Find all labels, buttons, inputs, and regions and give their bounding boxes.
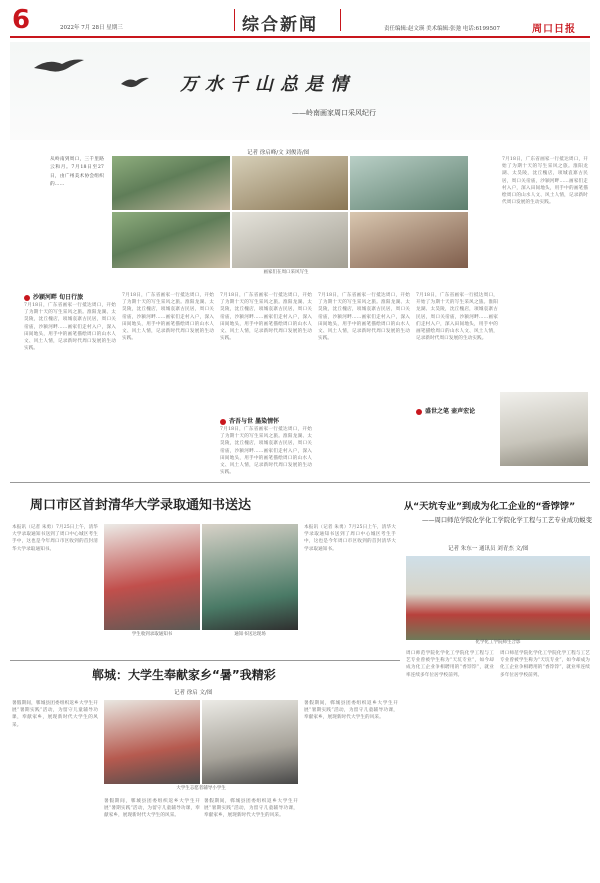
chemistry-title: 从“天坑专业”到成为化工企业的“香饽饽” [404, 501, 576, 512]
feature-byline: 记者 徐启峰/文 刘俊涛/图 [247, 150, 310, 156]
yuncheng-byline: 记者 徐启 文/图 [174, 690, 213, 696]
chemistry-caption: 化学化工学院师生合影 [475, 640, 521, 645]
tsinghua-body: 本报讯（记者 朱勇）7月25日上午，清华大学录取通知书送到了周口中心城区考生手中，这也是今年周口市区收到的首封清华大学录取通知书。 [12, 525, 98, 552]
sub-heading-2 [220, 416, 279, 425]
feature-column-6a: 7月18日，广东省画家一行抵达周口，开始了为期十天的写生采风之旅。淮阳龙湖、太昊陵，沈丘槐店，项城袁寨古民居，周口关帝庙，沙颍河畔……画家们走村入户，深入田间地头，用手中的画笔描绘周口的山水人文、风土人情，记录新时代周口发展的生动实践。 [502, 157, 588, 206]
chemistry-column-2: 周口师范学院化学化工学院化学工程与工艺专业曾被学生称为“天坑专业”，如今却成为化工企业争相聘用的“香饽饽”，就业率连续多年位居学校前列。 [500, 651, 590, 678]
feature-column-3: 7月18日，广东省画家一行抵达周口，开始了为期十天的写生采风之旅。淮阳龙湖、太昊陵，沈丘槐店，项城袁寨古民居，周口关帝庙，沙颍河畔……画家们走村入户，深入田间地头，用手中的画笔描绘周口的山水人文、风土人情，记录新时代周口发展的生动实践。 [220, 293, 312, 342]
feature-column-2: 7月18日，广东省画家一行抵达周口，开始了为期十天的写生采风之旅。淮阳龙湖、太昊陵，沈丘槐店，项城袁寨古民居，周口关帝庙，沙颍河畔……画家们走村入户，深入田间地头，用手中的画笔描绘周口的山水人文、风土人情，记录新时代周口发展的生动实践。 [122, 293, 214, 342]
yuncheng-column-1: 暑假期间，郸城县团委组织返乡大学生开展“暑期实践”活动，为留守儿童辅导功课，奉献家乡，展现新时代大学生的风采。 [12, 701, 98, 728]
sub-heading-3 [416, 406, 475, 415]
tsinghua-photo-caption: 通知书送达现场 [234, 632, 266, 637]
swallow-icon [32, 56, 86, 76]
photo-yuncheng-tutor [202, 700, 298, 784]
photo-painters-pavilion [112, 156, 230, 210]
chemistry-subtitle: ——周口师范学院化学化工学院化学工程与工艺专业成功蜕变 [421, 517, 592, 524]
chemistry-column-1: 周口师范学院化学化工学院化学工程与工艺专业曾被学生称为“天坑专业”，如今却成为化工企业争相聘用的“香饽饽”，就业率连续多年位居学校前列。 [406, 651, 494, 678]
yuncheng-caption: 大学生志愿者辅导小学生 [176, 786, 226, 791]
sub-heading-2-text: 杏吾与世 墨染情怀 [229, 418, 280, 425]
feature-column-3b: 7月18日，广东省画家一行抵达周口，开始了为期十天的写生采风之旅。淮阳龙湖、太昊陵，沈丘槐店，项城袁寨古民居，周口关帝庙，沙颍河畔……画家们走村入户，深入田间地头，用手中的画笔描绘周口的山水人文、风土人情，记录新时代周口发展的生动实践。 [220, 427, 312, 476]
editor-line: 责任编辑:赵文瑛 美术编辑:张弛 电话:6199507 [384, 26, 501, 32]
feature-photo-caption: 画家们在周口采风写生 [263, 270, 309, 275]
section-rule-2 [10, 660, 400, 661]
page-header [0, 0, 600, 44]
photo-chemistry-group [406, 556, 590, 640]
photo-tsinghua-letter [104, 524, 200, 630]
photo-ink-painting [500, 392, 588, 466]
tsinghua-caption: 学生收到录取通知书 [131, 632, 173, 637]
photo-river-view [232, 212, 348, 268]
feature-column-1: 7月18日，广东省画家一行抵达周口，开始了为期十天的写生采风之旅。淮阳龙湖、太昊陵，沈丘槐店，项城袁寨古民居，周口关帝庙，沙颍河畔……画家们走村入户，深入田间地头，用手中的画笔描绘周口的山水人文、风土人情，记录新时代周口发展的生动实践。 [24, 303, 116, 352]
swallow-icon-2 [120, 76, 150, 90]
header-rule [10, 36, 590, 38]
yuncheng-column-3: 暑假期间，郸城县团委组织返乡大学生开展“暑期实践”活动，为留守儿童辅导功课，奉献家乡，展现新时代大学生的风采。 [204, 799, 298, 819]
yuncheng-column-2: 暑假期间，郸城县团委组织返乡大学生开展“暑期实践”活动，为留守儿童辅导功课，奉献家乡，展现新时代大学生的风采。 [104, 799, 200, 819]
feature-banner [10, 42, 590, 140]
feature-title: 万水千山总是情 [180, 74, 355, 95]
section-title-divider-right [340, 9, 341, 31]
section-title-divider-left [234, 9, 235, 31]
section-title: 综合新闻 [242, 15, 318, 35]
page-number: 6 [12, 5, 31, 35]
photo-yuncheng-class [104, 700, 200, 784]
masthead: 周口日报 [532, 24, 576, 35]
tsinghua-column-3: 本报讯（记者 朱勇）7月25日上午，清华大学录取通知书送到了周口中心城区考生手中，这也是今年周口市区收到的首封清华大学录取通知书。 [304, 525, 396, 552]
chemistry-byline: 记者 朱东一 通讯员 刘青杰 文/图 [448, 546, 529, 552]
feature-column-5: 7月18日，广东省画家一行抵达周口，开始了为期十天的写生采风之旅。淮阳龙湖、太昊陵，沈丘槐店，项城袁寨古民居，周口关帝庙，沙颍河畔……画家们走村入户，深入田间地头，用手中的画笔描绘周口的山水人文、风土人情，记录新时代周口发展的生动实践。 [416, 293, 498, 342]
sub-heading-3-text: 盛世之笔 壶声宏论 [425, 408, 476, 415]
sub-heading-1-text: 沙颍河畔 旬日行旅 [33, 294, 84, 301]
section-rule-1 [10, 482, 590, 483]
photo-painter-portrait [232, 156, 348, 210]
feature-subtitle: ——岭南画家周口采风纪行 [292, 109, 376, 117]
feature-photo-collage [112, 156, 468, 272]
photo-sketching-group [350, 156, 468, 210]
tsinghua-title: 周口市区首封清华大学录取通知书送达 [30, 498, 252, 513]
date-line: 2022年 7月 28日 星期三 [60, 25, 123, 31]
yuncheng-column-4: 暑假期间，郸城县团委组织返乡大学生开展“暑期实践”活动，为留守儿童辅导功课，奉献家乡，展现新时代大学生的风采。 [304, 701, 398, 721]
sub-heading-1 [24, 292, 83, 301]
intro-text: 从岭南到周口，三千里路云和月。7月18日至27日，由广州美术协会组织的…… [50, 157, 104, 187]
photo-tsinghua-family [202, 524, 298, 630]
feature-column-4: 7月18日，广东省画家一行抵达周口，开始了为期十天的写生采风之旅。淮阳龙湖、太昊陵，沈丘槐店，项城袁寨古民居，周口关帝庙，沙颍河畔……画家们走村入户，深入田间地头，用手中的画笔描绘周口的山水人文、风土人情，记录新时代周口发展的生动实践。 [318, 293, 410, 342]
intro-box [50, 156, 104, 274]
yuncheng-title: 郸城：大学生奉献家乡“暑”我精彩 [92, 668, 276, 682]
photo-woman-painting [350, 212, 468, 268]
photo-outdoor-painting [112, 212, 230, 268]
